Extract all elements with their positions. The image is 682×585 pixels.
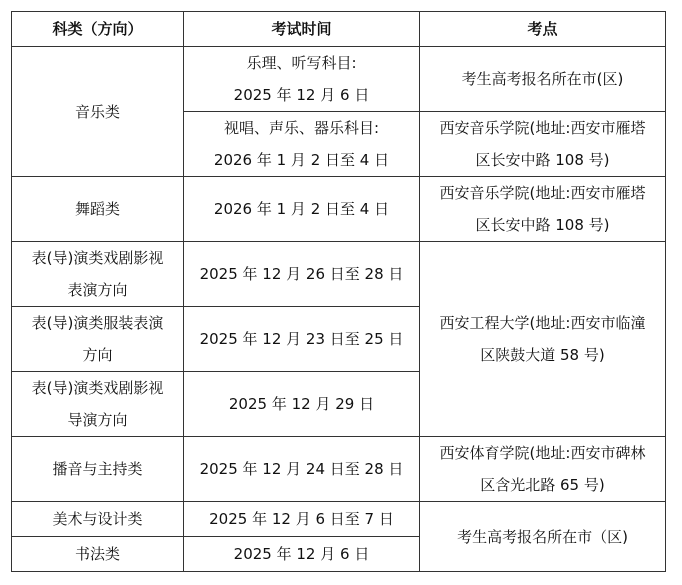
- category-music: 音乐类: [12, 47, 184, 177]
- venue-drama: 西安工程大学(地址:西安市临潼 区陕鼓大道 58 号): [420, 242, 666, 437]
- time-drama-acting: 2025 年 12 月 26 日至 28 日: [184, 242, 420, 307]
- category-drama-acting: 表(导)演类戏剧影视 表演方向: [12, 242, 184, 307]
- venue-music-performance: 西安音乐学院(地址:西安市雁塔 区长安中路 108 号): [420, 112, 666, 177]
- time-fashion: 2025 年 12 月 23 日至 25 日: [184, 307, 420, 372]
- table-row: [12, 242, 666, 307]
- category-fashion: 表(导)演类服装表演 方向: [12, 307, 184, 372]
- category-dance: 舞蹈类: [12, 177, 184, 242]
- time-directing: 2025 年 12 月 29 日: [184, 372, 420, 437]
- venue-dance: 西安音乐学院(地址:西安市雁塔 区长安中路 108 号): [420, 177, 666, 242]
- venue-art: 考生高考报名所在市（区): [420, 502, 666, 572]
- header-row: [12, 12, 666, 47]
- time-art: 2025 年 12 月 6 日至 7 日: [184, 502, 420, 537]
- time-music-performance: 视唱、声乐、器乐科目: 2026 年 1 月 2 日至 4 日: [184, 112, 420, 177]
- time-music-theory: 乐理、听写科目: 2025 年 12 月 6 日: [184, 47, 420, 112]
- time-broadcast: 2025 年 12 月 24 日至 28 日: [184, 437, 420, 502]
- table-row: [12, 502, 666, 537]
- table-row: [12, 177, 666, 242]
- header-time: 考试时间: [184, 12, 420, 47]
- category-broadcast: 播音与主持类: [12, 437, 184, 502]
- time-dance: 2026 年 1 月 2 日至 4 日: [184, 177, 420, 242]
- exam-schedule-table: [11, 11, 666, 572]
- table-row: [12, 437, 666, 502]
- header-category: 科类（方向）: [12, 12, 184, 47]
- venue-music-theory: 考生高考报名所在市(区): [420, 47, 666, 112]
- category-directing: 表(导)演类戏剧影视 导演方向: [12, 372, 184, 437]
- category-art: 美术与设计类: [12, 502, 184, 537]
- venue-broadcast: 西安体育学院(地址:西安市碑林 区含光北路 65 号): [420, 437, 666, 502]
- time-calligraphy: 2025 年 12 月 6 日: [184, 537, 420, 572]
- table-row: [12, 47, 666, 112]
- category-calligraphy: 书法类: [12, 537, 184, 572]
- header-venue: 考点: [420, 12, 666, 47]
